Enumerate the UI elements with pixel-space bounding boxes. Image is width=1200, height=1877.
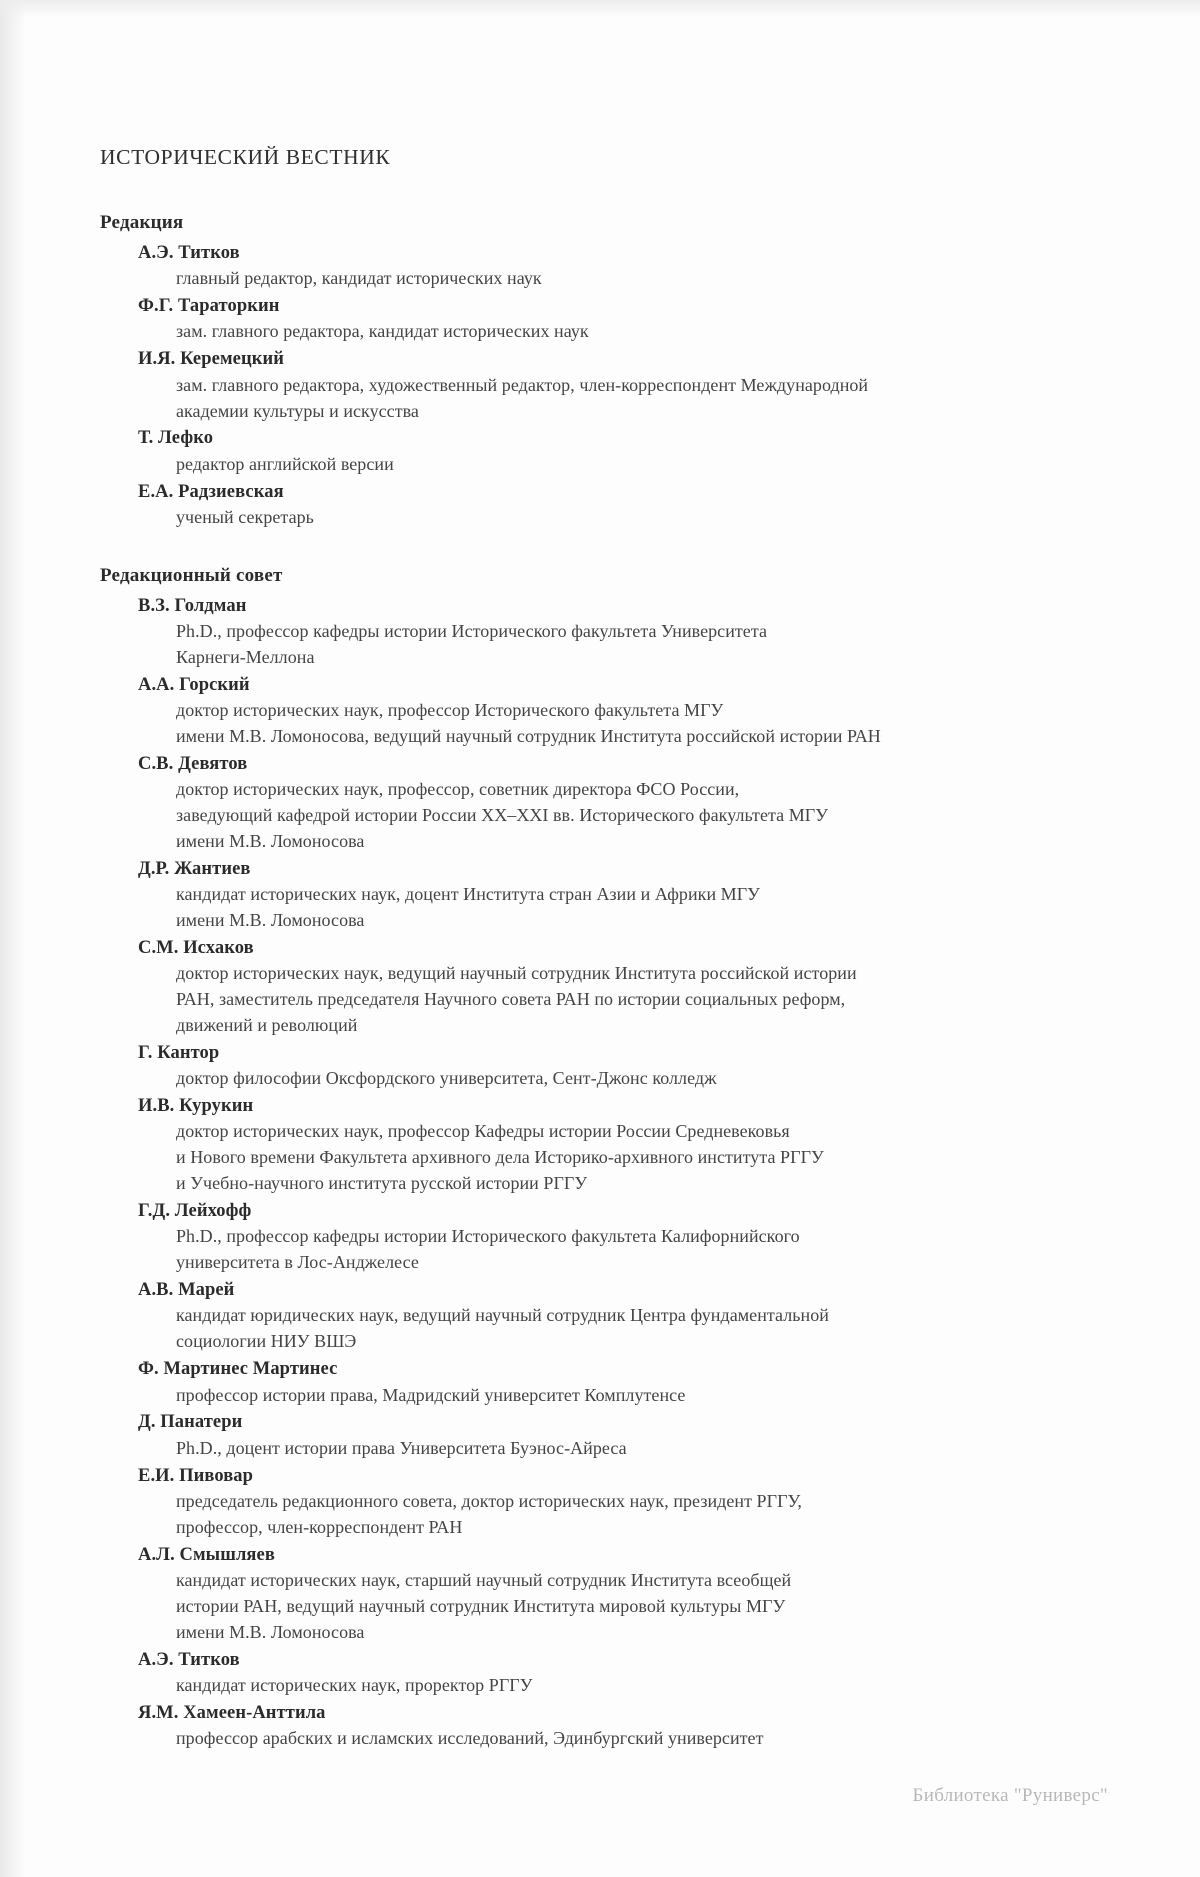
board-member-role: [138, 619, 1110, 671]
board-member-role: [138, 1383, 1110, 1409]
sections-container: [100, 212, 1110, 1752]
board-member-role-line: имени М.В. Ломоносова: [176, 831, 365, 851]
board-member-role: [138, 319, 1110, 345]
board-member-role-line: и Учебно-научного института русской истории РГГУ: [176, 1173, 588, 1194]
board-member-entry: [100, 1198, 1110, 1276]
board-member-name: Г. Кантор: [138, 1042, 220, 1063]
page-title: ИСТОРИЧЕСКИЙ ВЕСТНИК: [100, 145, 391, 169]
board-member-role: [138, 1303, 1110, 1355]
board-member-role-line: зам. главного редактора, художественный редактор, член-корреспондент Международной: [176, 374, 869, 395]
board-member-role: [138, 698, 1110, 750]
board-member-entry: [100, 479, 1110, 531]
board-member-role-line: университета в Лос-Анджелесе: [176, 1252, 419, 1273]
board-member-entry: [100, 1040, 1110, 1092]
board-member-role-line: Ph.D., профессор кафедры истории Исторического факультета Университета: [176, 621, 768, 642]
board-member-name: А.Э. Титков: [138, 243, 240, 263]
board-member-role-line: кандидат юридических наук, ведущий научный сотрудник Центра фундаментальной: [176, 1305, 829, 1326]
board-member-name: Т. Лефко: [138, 428, 214, 449]
board-member-entry: [100, 293, 1110, 345]
board-member-name: Ф.Г. Тараторкин: [138, 296, 280, 317]
board-member-entry: [100, 672, 1110, 750]
board-member-name: Е.А. Радзиевская: [138, 481, 284, 502]
board-member-role: [138, 1066, 1110, 1092]
board-member-role-line: истории РАН, ведущий научный сотрудник Института мировой культуры МГУ: [176, 1595, 786, 1616]
board-member-role: [138, 1489, 1110, 1541]
board-member-role-line: заведующий кафедрой истории России ХХ–ХХI вв. Исторического факультета МГУ: [176, 805, 829, 826]
board-member-role-line: Карнеги-Меллона: [176, 646, 315, 667]
board-member-entry: [100, 751, 1110, 855]
board-member-role: [138, 882, 1110, 934]
board-member-role-line: доктор исторических наук, ведущий научный сотрудник Института российской истории: [176, 963, 857, 984]
board-member-role: [138, 777, 1110, 855]
page-content: [100, 145, 1110, 1786]
board-member-role-line: редактор английской версии: [176, 453, 394, 474]
board-member-name: Я.М. Хамеен-Анттила: [138, 1702, 326, 1723]
board-member-role-line: имени М.В. Ломоносова, ведущий научный сотрудник Института российской истории РАН: [176, 726, 881, 747]
board-member-role-line: имени М.В. Ломоносова: [176, 1621, 365, 1642]
board-member-role-line: академии культуры и искусства: [176, 400, 419, 421]
board-member-role: [138, 1224, 1110, 1276]
board-member-name: Д.Р. Жантиев: [138, 858, 251, 879]
board-member-name: А.В. Марей: [138, 1280, 235, 1301]
board-member-name: И.Я. Керемецкий: [138, 349, 284, 370]
board-member-role: [138, 1568, 1110, 1646]
board-member-role-line: кандидат исторических наук, доцент Института стран Азии и Африки МГУ: [176, 884, 760, 905]
section-heading: Редакция: [100, 212, 184, 233]
board-member-entry: [100, 346, 1110, 424]
board-member-name: Е.И. Пивовар: [138, 1465, 254, 1486]
board-member-name: Д. Панатери: [138, 1412, 243, 1433]
board-member-role-line: Ph.D., профессор кафедры истории Исторического факультета Калифорнийского: [176, 1226, 800, 1247]
board-member-role-line: профессор арабских и исламских исследований, Эдинбургский университет: [176, 1728, 764, 1749]
board-member-role-line: движений и революций: [176, 1015, 358, 1036]
section-heading: Редакционный совет: [100, 564, 283, 586]
board-member-name: И.В. Курукин: [138, 1096, 254, 1117]
board-member-entry: [100, 425, 1110, 477]
board-member-role-line: зам. главного редактора, кандидат исторических наук: [176, 321, 589, 342]
page-edge-shadow-left: [0, 0, 26, 1877]
board-member-entry: [100, 1356, 1110, 1408]
board-member-name: С.М. Исхаков: [138, 937, 254, 958]
masthead-section: [100, 565, 1110, 1752]
board-member-name: Г.Д. Лейхофф: [138, 1201, 252, 1222]
board-member-name: А.А. Горский: [138, 674, 250, 695]
board-member-role-line: доктор исторических наук, профессор, советник директора ФСО России,: [176, 779, 740, 800]
board-member-role: [138, 452, 1110, 478]
board-member-entry: [100, 1647, 1110, 1699]
board-member-entry: [100, 935, 1110, 1039]
board-member-role: [138, 1436, 1110, 1462]
board-member-role-line: доктор исторических наук, профессор Исторического факультета МГУ: [176, 700, 724, 721]
board-member-role-line: Ph.D., доцент истории права Университета Буэнос-Айреса: [176, 1437, 627, 1458]
board-member-role-line: имени М.В. Ломоносова: [176, 910, 365, 931]
library-watermark: Библиотека "Руниверс": [912, 1785, 1108, 1806]
board-member-name: С.В. Девятов: [138, 753, 248, 774]
page-edge-shadow-top: [0, 0, 1200, 18]
board-member-role: [138, 373, 1110, 425]
board-member-role-line: профессор, член-корреспондент РАН: [176, 1516, 463, 1537]
board-member-name: А.Э. Титков: [138, 1649, 240, 1670]
board-member-name: А.Л. Смышляев: [138, 1544, 275, 1565]
board-member-role: [138, 1673, 1110, 1699]
board-member-role-line: председатель редакционного совета, доктор исторических наук, президент РГГУ,: [176, 1490, 802, 1511]
masthead-section: [100, 212, 1110, 531]
board-member-name: Ф. Мартинес Мартинес: [138, 1359, 338, 1380]
board-member-entry: [100, 856, 1110, 934]
board-member-role: [138, 266, 1110, 292]
board-member-entry: [100, 1277, 1110, 1355]
board-member-role-line: профессор истории права, Мадридский университет Комплутенсе: [176, 1384, 686, 1405]
board-member-name: В.З. Голдман: [138, 595, 247, 616]
board-member-entry: [100, 1542, 1110, 1646]
board-member-role-line: главный редактор, кандидат исторических наук: [176, 268, 542, 289]
board-member-role: [138, 961, 1110, 1039]
board-member-role-line: кандидат исторических наук, старший научный сотрудник Института всеобщей: [176, 1569, 792, 1590]
board-member-role-line: РАН, заместитель председателя Научного совета РАН по истории социальных реформ,: [176, 989, 846, 1010]
board-member-entry: [100, 240, 1110, 292]
board-member-role: [138, 505, 1110, 531]
board-member-entry: [100, 1409, 1110, 1461]
board-member-role-line: доктор философии Оксфордского университета, Сент-Джонс колледж: [176, 1068, 717, 1089]
board-member-role: [138, 1119, 1110, 1197]
board-member-entry: [100, 1700, 1110, 1752]
board-member-role-line: доктор исторических наук, профессор Кафедры истории России Средневековья: [176, 1121, 790, 1142]
board-member-entry: [100, 1463, 1110, 1541]
board-member-role-line: кандидат исторических наук, проректор РГГУ: [176, 1674, 533, 1695]
board-member-role-line: социологии НИУ ВШЭ: [176, 1331, 357, 1352]
board-member-role-line: и Нового времени Факультета архивного дела Историко-архивного института РГГУ: [176, 1147, 824, 1168]
board-member-role: [138, 1726, 1110, 1752]
board-member-role-line: ученый секретарь: [176, 506, 314, 527]
board-member-entry: [100, 1093, 1110, 1197]
board-member-entry: [100, 593, 1110, 671]
